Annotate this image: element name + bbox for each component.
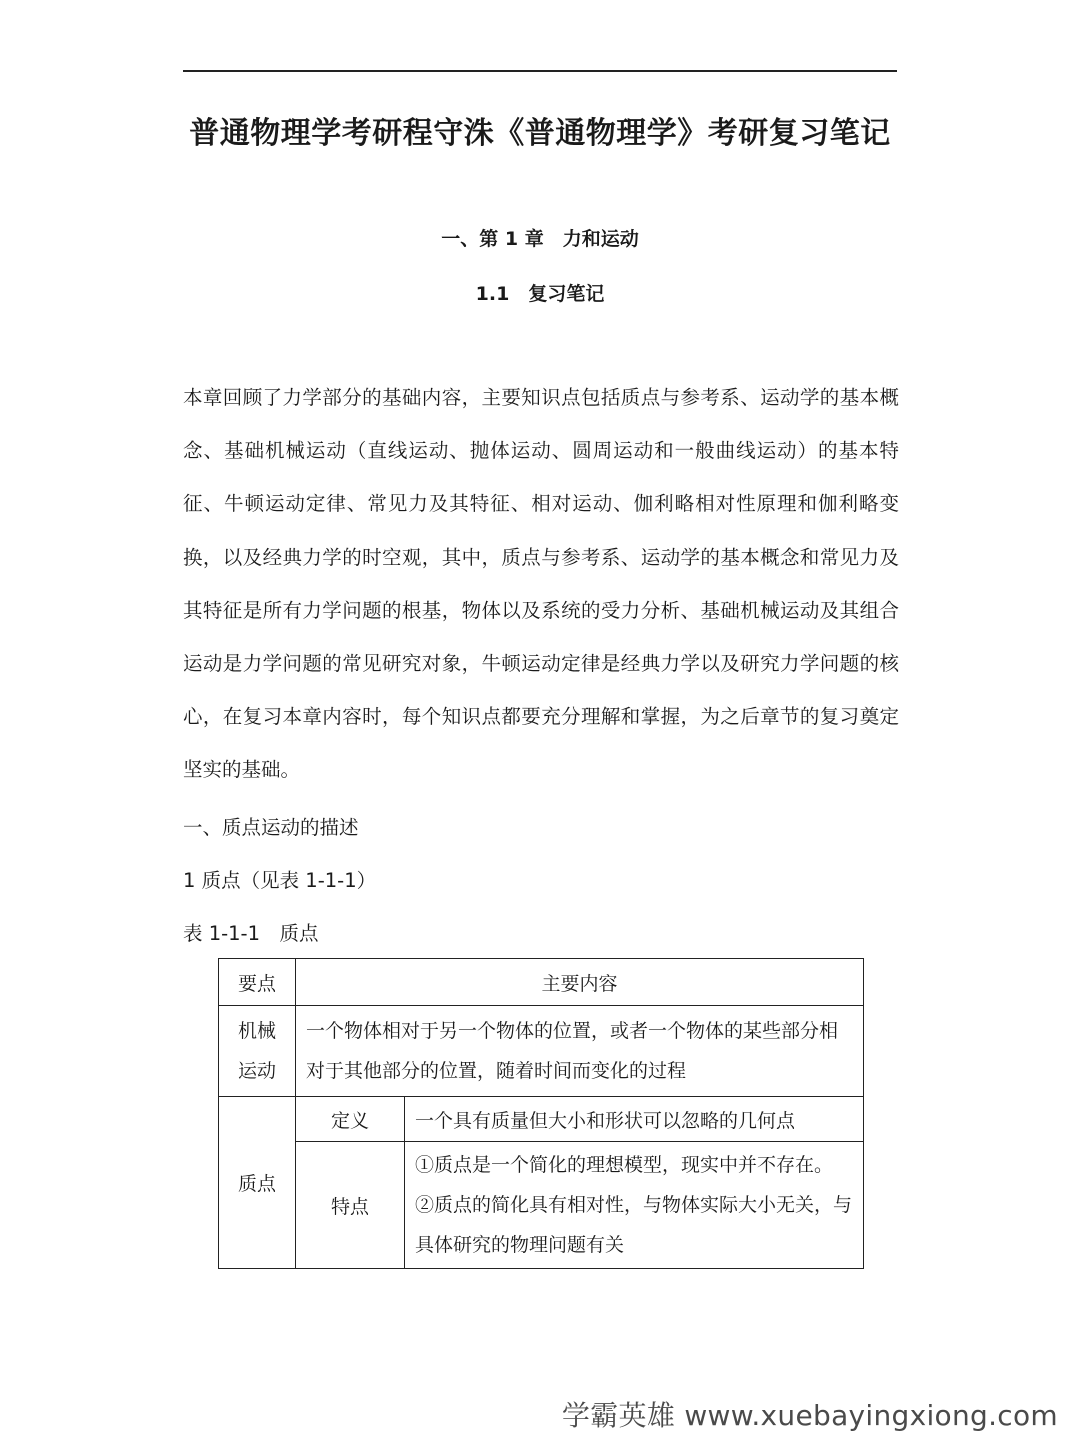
features-label: 特点 — [296, 1142, 405, 1269]
table-row-particle-features — [219, 1142, 864, 1269]
top-rule — [183, 70, 897, 72]
table-row-particle-definition — [219, 1097, 864, 1142]
particle-table — [218, 958, 864, 1269]
document-title: 普通物理学考研程守洙《普通物理学》考研复习笔记 — [189, 116, 891, 151]
definition-label: 定义 — [296, 1097, 405, 1142]
intro-paragraph: 本章回顾了力学部分的基础内容，主要知识点包括质点与参考系、运动学的基本概念、基础机械运动（直线运动、抛体运动、圆周运动和一般曲线运动）的基本特征、牛顿运动定律、常见力及其特征、相对运动、伽利略相对性原理和伽利略变换，以及经典力学的时空观，其中，质点与参考系、运动学的基本概念和常见力及其特征是所有力学问题的根基，物体以及系统的受力分析、基础机械运动及其组合运动是力学问题的常见研究对象，牛顿运动定律是经典力学以及研究力学问题的核心，在复习本章内容时，每个知识点都要充分理解和掌握，为之后章节的复习奠定坚实的基础。 — [183, 386, 899, 782]
section-title: 1.1 复习笔记 — [475, 283, 605, 305]
item-heading: 1 质点（见表 1-1-1） — [183, 869, 377, 892]
header-key-cell: 要点 — [219, 959, 296, 1006]
mechanical-motion-content: 一个物体相对于另一个物体的位置，或者一个物体的某些部分相对于其他部分的位置，随着时间而变化的过程 — [296, 1006, 864, 1097]
definition-content: 一个具有质量但大小和形状可以忽略的几何点 — [405, 1097, 864, 1142]
header-content-cell: 主要内容 — [296, 959, 864, 1006]
table-row-mechanical-motion — [219, 1006, 864, 1097]
features-content — [405, 1142, 864, 1269]
feature-2: ②质点的简化具有相对性，与物体实际大小无关，与具体研究的物理问题有关 — [415, 1194, 853, 1256]
table-caption: 表 1-1-1 质点 — [183, 922, 319, 945]
mechanical-motion-label — [219, 1006, 296, 1097]
table-header-row — [219, 959, 864, 1006]
feature-1: ①质点是一个简化的理想模型，现实中并不存在。 — [415, 1154, 834, 1176]
particle-label: 质点 — [219, 1097, 296, 1269]
subheading: 一、质点运动的描述 — [183, 816, 359, 839]
mechanical-motion-label-line2: 运动 — [237, 1060, 276, 1082]
watermark: 学霸英雄 www.xuebayingxiong.com — [561, 1399, 1058, 1432]
mechanical-motion-label-line1: 机械 — [237, 1020, 276, 1042]
chapter-title: 一、第 1 章 力和运动 — [441, 228, 639, 250]
